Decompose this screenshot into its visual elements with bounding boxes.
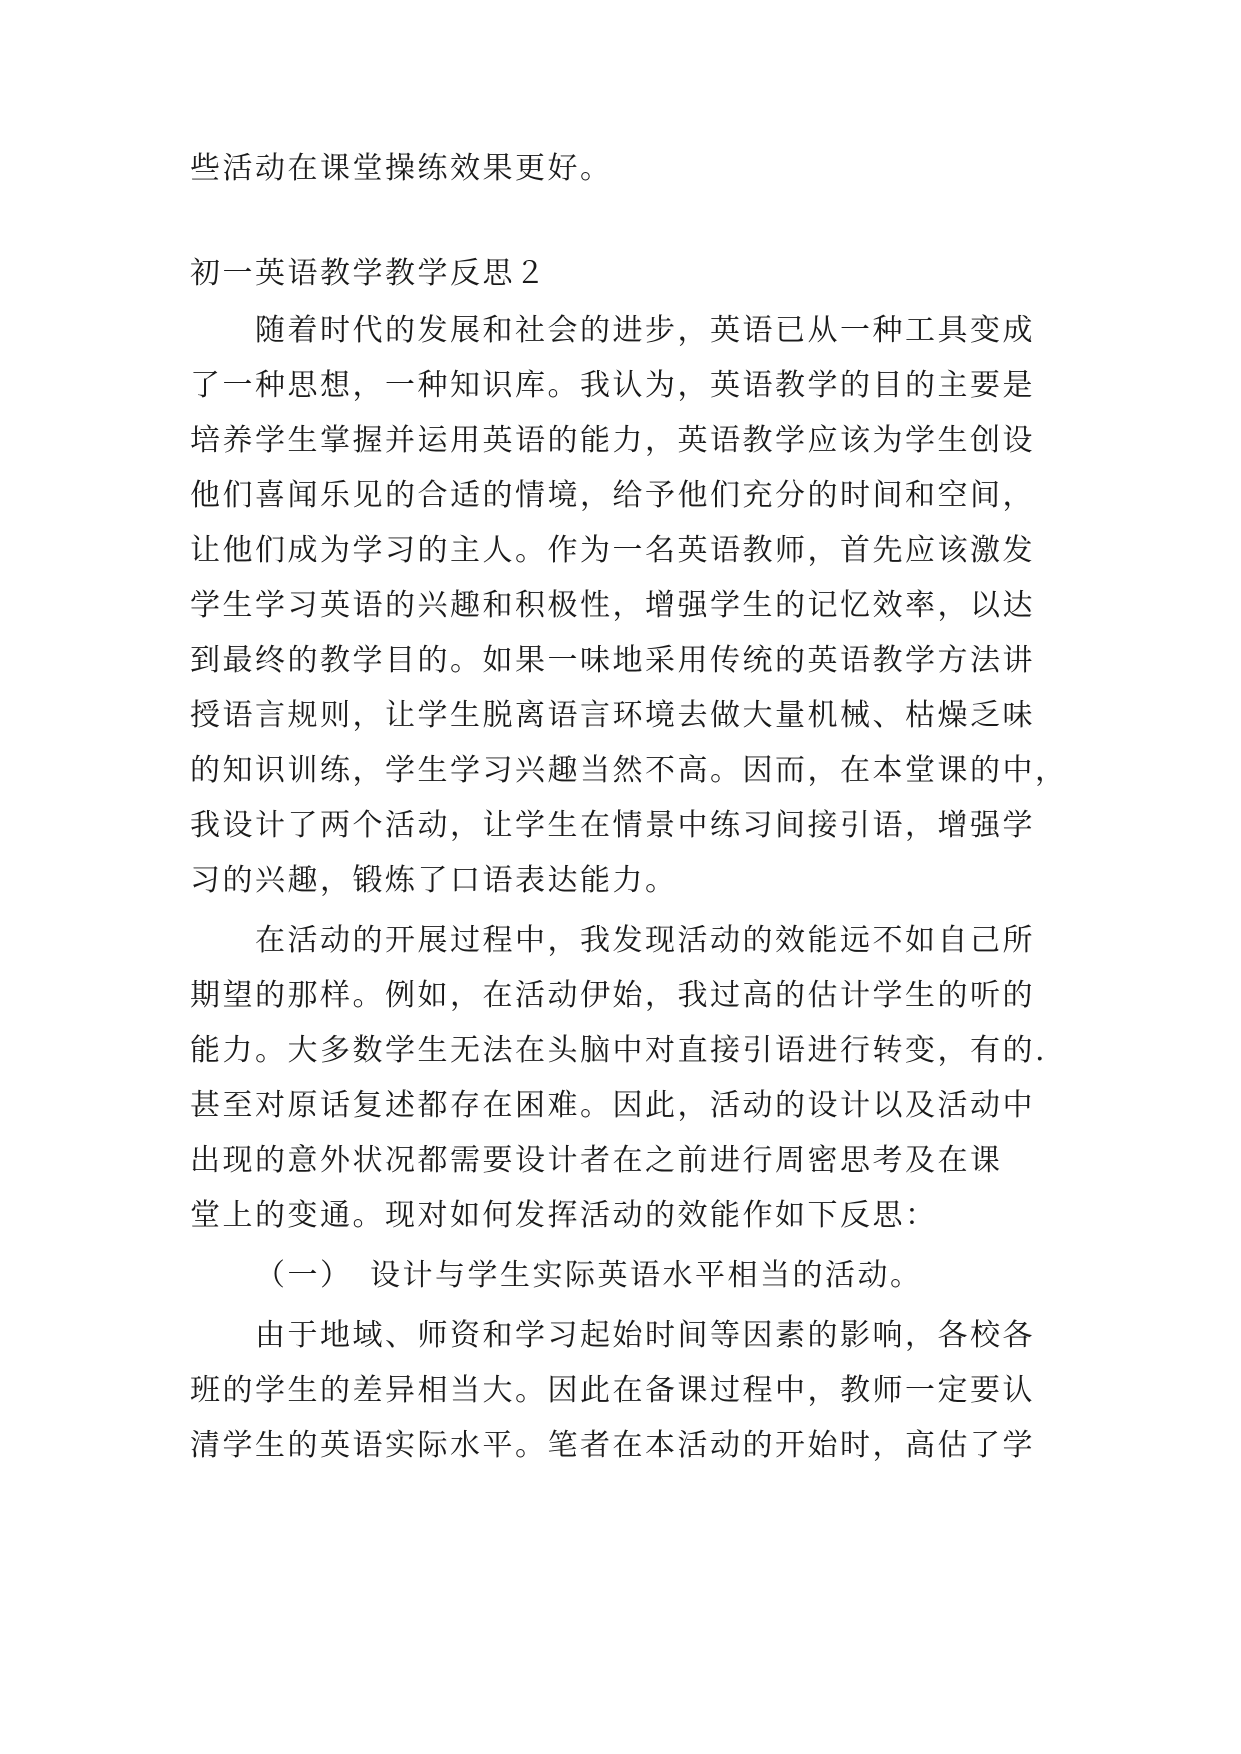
text-line: 能力。大多数学生无法在头脑中对直接引语进行转变，有的. bbox=[190, 1033, 1048, 1068]
text-line: 些活动在课堂操练效果更好。 bbox=[190, 151, 613, 186]
text-line: 在活动的开展过程中，我发现活动的效能远不如自己所 bbox=[255, 923, 1035, 958]
subsection-heading: （一） 设计与学生实际英语水平相当的活动。 bbox=[255, 1258, 923, 1293]
text-line: 他们喜闻乐见的合适的情境，给予他们充分的时间和空间， bbox=[190, 478, 1035, 513]
text-line: 学生学习英语的兴趣和积极性，增强学生的记忆效率，以达 bbox=[190, 588, 1035, 623]
text-line: 了一种思想，一种知识库。我认为，英语教学的目的主要是 bbox=[190, 368, 1035, 403]
text-line: 培养学生掌握并运用英语的能力，英语教学应该为学生创设 bbox=[190, 423, 1035, 458]
text-line: 随着时代的发展和社会的进步，英语已从一种工具变成 bbox=[255, 313, 1035, 348]
text-line: 的知识训练，学生学习兴趣当然不高。因而，在本堂课的中， bbox=[190, 753, 1068, 788]
text-line: 让他们成为学习的主人。作为一名英语教师，首先应该激发 bbox=[190, 533, 1035, 568]
text-line: 堂上的变通。现对如何发挥活动的效能作如下反思： bbox=[190, 1198, 938, 1233]
text-line: 习的兴趣，锻炼了口语表达能力。 bbox=[190, 863, 678, 898]
text-line: 甚至对原话复述都存在困难。因此，活动的设计以及活动中 bbox=[190, 1088, 1035, 1123]
text-line: 班的学生的差异相当大。因此在备课过程中，教师一定要认 bbox=[190, 1373, 1035, 1408]
text-line: 由于地域、师资和学习起始时间等因素的影响，各校各 bbox=[255, 1318, 1035, 1353]
text-line: 授语言规则，让学生脱离语言环境去做大量机械、枯燥乏味 bbox=[190, 698, 1035, 733]
text-line: 我设计了两个活动，让学生在情景中练习间接引语，增强学 bbox=[190, 808, 1035, 843]
text-line: 期望的那样。例如，在活动伊始，我过高的估计学生的听的 bbox=[190, 978, 1035, 1013]
text-line: 出现的意外状况都需要设计者在之前进行周密思考及在课 bbox=[190, 1143, 1003, 1178]
text-line: 到最终的教学目的。如果一味地采用传统的英语教学方法讲 bbox=[190, 643, 1035, 678]
section-heading: 初一英语教学教学反思２ bbox=[190, 256, 548, 291]
text-line: 清学生的英语实际水平。笔者在本活动的开始时，高估了学 bbox=[190, 1428, 1035, 1463]
